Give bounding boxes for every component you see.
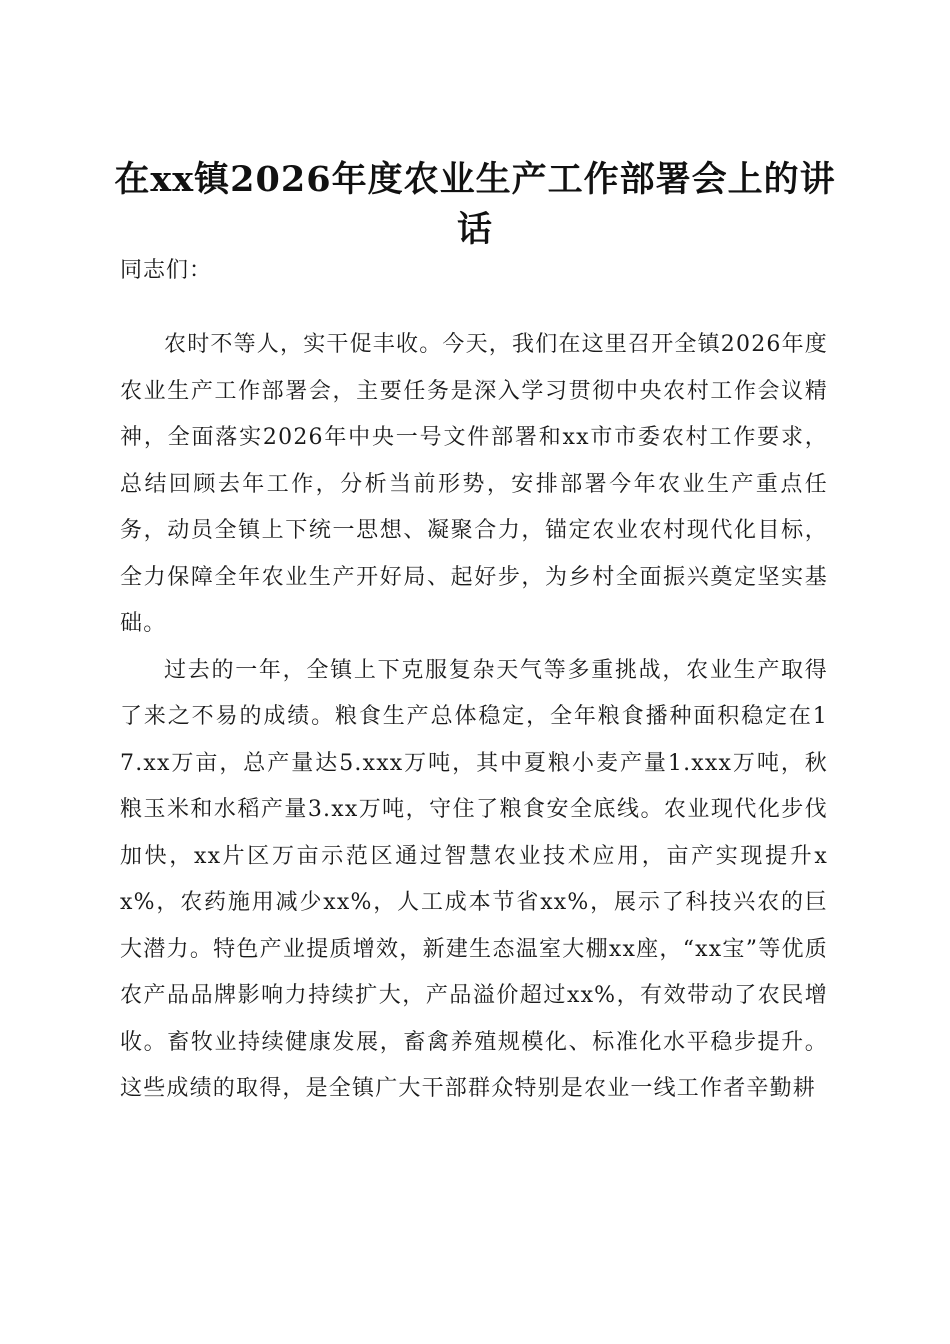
title-line-2: 话	[456, 209, 493, 251]
salutation: 同志们：	[120, 258, 213, 283]
title-line-1: 在xx镇2026年度农业生产工作部署会上的讲	[114, 159, 836, 201]
paragraph-intro: 农时不等人，实干促丰收。今天，我们在这里召开全镇2026年度农业生产工作部署会，主要任务是深入学习贯彻中央农村工作会议精神，全面落实2026年中央一号文件部署和xx市市委农村工作要求，总结回顾去年工作，分析当前形势，安排部署今年农业生产重点任务，动员全镇上下统一思想、凝聚合力，锚定农业农村现代化目标，全力保障全年农业生产开好局、起好步，为乡村全面振兴奠定坚实基础。	[120, 332, 828, 636]
paragraph-review: 过去的一年，全镇上下克服复杂天气等多重挑战，农业生产取得了来之不易的成绩。粮食生产总体稳定，全年粮食播种面积稳定在17.xx万亩，总产量达5.xxx万吨，其中夏粮小麦产量1.xxx万吨，秋粮玉米和水稻产量3.xx万吨，守住了粮食安全底线。农业现代化步伐加快，xx片区万亩示范区通过智慧农业技术应用，亩产实现提升xx%，农药施用减少xx%，人工成本节省xx%，展示了科技兴农的巨大潜力。特色产业提质增效，新建生态温室大棚xx座，“xx宝”等优质农产品品牌影响力持续扩大，产品溢价超过xx%，有效带动了农民增收。畜牧业持续健康发展，畜禽养殖规模化、标准化水平稳步提升。这些成绩的取得，是全镇广大干部群众特别是农业一线工作者辛勤耕	[120, 657, 828, 1101]
document-body	[120, 322, 828, 1113]
document-title	[110, 155, 840, 255]
